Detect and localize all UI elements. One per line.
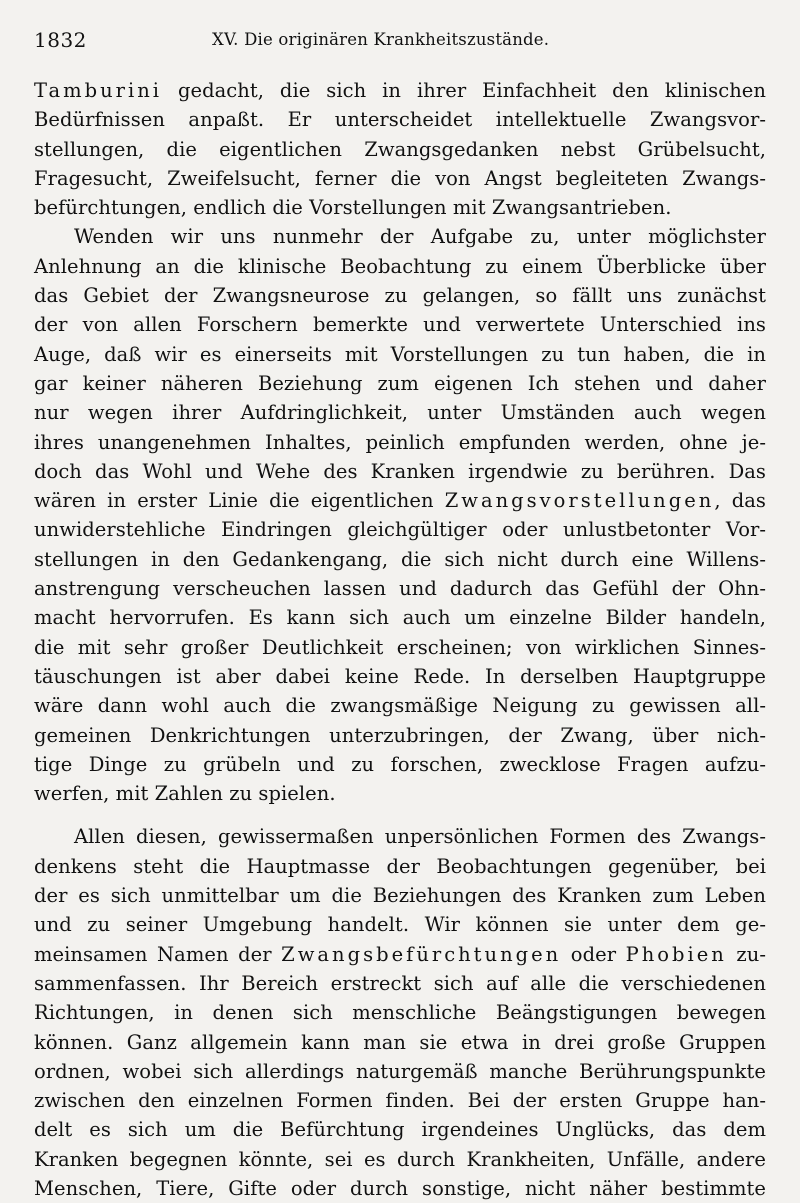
spaced-term: Zwangsbefürchtungen xyxy=(281,942,562,966)
text-line: unwiderstehliche Eindringen gleichgültiger oder unlustbetonter Vor- xyxy=(34,518,766,542)
text-line: zwischen den einzelnen Formen finden. Bei der ersten Gruppe han- xyxy=(34,1089,766,1113)
text-line: werfen, mit Zahlen zu spielen. xyxy=(34,782,336,806)
text-line: Fragesucht, Zweifelsucht, ferner die von Angst begleiteten Zwangs- xyxy=(34,166,766,190)
text-span: zu- xyxy=(726,942,766,966)
paragraph xyxy=(34,822,766,1203)
running-head: XV. Die originären Krankheitszustände. xyxy=(212,30,550,49)
text-line: sammenfassen. Ihr Bereich erstreckt sich auf alle die verschiedenen xyxy=(34,971,766,995)
text-span: wären in erster Linie die eigentlichen xyxy=(34,489,445,513)
spaced-name: Tamburini xyxy=(34,79,163,102)
text-line: die mit sehr großer Deutlichkeit erscheinen; von wirklichen Sinnes- xyxy=(34,635,766,659)
text-line: ordnen, wobei sich allerdings naturgemäß manche Berührungspunkte xyxy=(34,1059,766,1083)
text-line: denkens steht die Hauptmasse der Beobachtungen gegenüber, bei xyxy=(34,854,766,878)
text-line: nur wegen ihrer Aufdringlichkeit, unter Umständen auch wegen xyxy=(34,401,766,425)
text-line: macht hervorrufen. Es kann sich auch um einzelne Bilder handeln, xyxy=(34,606,766,630)
text-line: tige Dinge zu grübeln und zu forschen, zwecklose Fragen aufzu- xyxy=(34,752,766,776)
text-span: , das xyxy=(714,489,766,513)
text-line: stellungen in den Gedankengang, die sich nicht durch eine Willens- xyxy=(34,547,766,571)
text-line: delt es sich um die Befürchtung irgendeines Unglücks, das dem xyxy=(34,1118,766,1142)
text-line: stellungen, die eigentlichen Zwangsgedanken nebst Grübelsucht, xyxy=(34,137,766,161)
text-line: wäre dann wohl auch die zwangsmäßige Neigung zu gewissen all- xyxy=(34,694,766,718)
text-line: anstrengung verscheuchen lassen und dadurch das Gefühl der Ohn- xyxy=(34,577,766,601)
text-line: täuschungen ist aber dabei keine Rede. In derselben Hauptgruppe xyxy=(34,664,766,688)
text-line: gar keiner näheren Beziehung zum eigenen Ich stehen und daher xyxy=(34,371,766,395)
text-line: ihres unangenehmen Inhaltes, peinlich empfunden werden, ohne je- xyxy=(34,430,766,454)
text-line: gemeinen Denkrichtungen unterzubringen, der Zwang, über nich- xyxy=(34,723,766,747)
text-span: gedacht, die sich in ihrer Einfachheit den klinischen xyxy=(162,79,766,102)
paragraph-gap xyxy=(34,808,766,822)
page-header xyxy=(34,28,766,58)
text-line: doch das Wohl und Wehe des Kranken irgendwie zu berühren. Das xyxy=(34,459,766,483)
spaced-term: Phobien xyxy=(625,942,727,966)
text-line xyxy=(34,940,766,969)
text-line: der es sich unmittelbar um die Beziehungen des Kranken zum Leben xyxy=(34,884,766,908)
text-line xyxy=(34,486,766,515)
text-span: oder xyxy=(561,942,626,966)
page-number: 1832 xyxy=(34,28,87,52)
paragraph xyxy=(34,76,766,222)
paragraph xyxy=(34,222,766,808)
text-line xyxy=(34,76,766,105)
text-line: das Gebiet der Zwangsneurose zu gelangen, so fällt uns zunächst xyxy=(34,284,766,308)
text-line: Allen diesen, gewissermaßen unpersönlichen Formen des Zwangs- xyxy=(74,825,766,849)
text-line: befürchtungen, endlich die Vorstellungen mit Zwangsantrieben. xyxy=(34,196,672,220)
text-span: meinsamen Namen der xyxy=(34,942,282,966)
text-line: der von allen Forschern bemerkte und verwertete Unterschied ins xyxy=(34,313,766,337)
text-line: Bedürfnissen anpaßt. Er unterscheidet intellektuelle Zwangsvor- xyxy=(34,108,766,132)
text-line: Richtungen, in denen sich menschliche Beängstigungen bewegen xyxy=(34,1001,766,1025)
spaced-term: Zwangsvorstellungen xyxy=(444,489,715,513)
body-text xyxy=(34,76,766,1203)
text-line: und zu seiner Umgebung handelt. Wir können sie unter dem ge- xyxy=(34,913,766,937)
text-line: können. Ganz allgemein kann man sie etwa in drei große Gruppen xyxy=(34,1030,766,1054)
text-line: Kranken begegnen könnte, sei es durch Krankheiten, Unfälle, andere xyxy=(34,1147,766,1171)
text-line: Auge, daß wir es einerseits mit Vorstellungen zu tun haben, die in xyxy=(34,342,766,366)
text-line: Anlehnung an die klinische Beobachtung zu einem Überblicke über xyxy=(34,254,766,278)
text-line: Wenden wir uns nunmehr der Aufgabe zu, unter möglichster xyxy=(74,225,766,249)
text-line: Menschen, Tiere, Gifte oder durch sonstige, nicht näher bestimmte xyxy=(34,1176,766,1200)
